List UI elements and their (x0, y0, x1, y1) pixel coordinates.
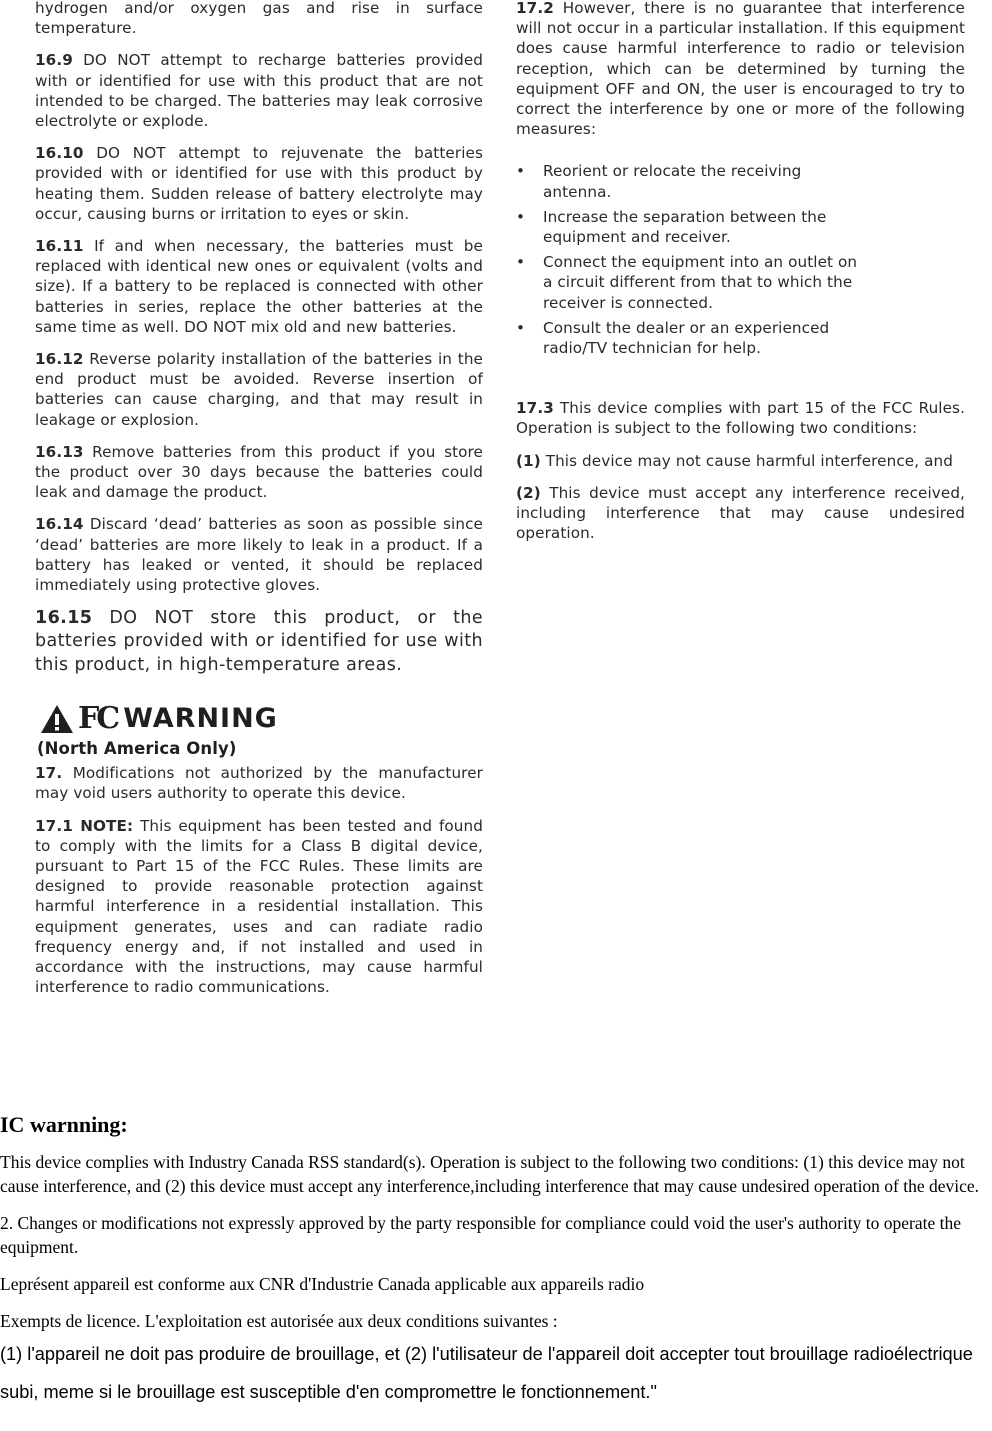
condition-number: (2) (516, 483, 541, 502)
left-column (35, 0, 483, 1009)
section-number: 16.12 (35, 350, 84, 369)
fcc-logo: FC (78, 700, 118, 736)
measures-list (516, 161, 965, 358)
paragraph-17 (35, 763, 483, 803)
paragraph-16-10 (35, 143, 483, 224)
ic-paragraph-4: Exempts de licence. L'exploitation est autorisée aux deux conditions suivantes : (0, 1311, 558, 1331)
paragraph-16-9 (35, 50, 483, 131)
warning-region: (North America Only) (37, 738, 237, 758)
section-number: 16.13 (35, 442, 84, 461)
list-item-text: Increase the separation between the equipment and receiver. (543, 207, 827, 247)
paragraph-16-12 (35, 349, 483, 430)
list-item: • Reorient or relocate the receiving antenna. (516, 162, 802, 201)
section-number: 16.9 (35, 51, 73, 70)
section-number: 16.10 (35, 144, 84, 163)
section-number: 17. (35, 764, 63, 783)
paragraph-text: Remove batteries from this product if you store the product over 30 days because the batteries could leak and damage the product. (35, 442, 483, 502)
paragraph-17-1 (35, 816, 483, 998)
paragraph-text: Reverse polarity installation of the batteries in the end product must be avoided. Reverse insertion of batteries can cause charging, and that may result in leakage or explosion. (35, 350, 483, 429)
list-item-text: Consult the dealer or an experienced radio/TV technician for help. (543, 318, 830, 358)
condition-1 (516, 451, 965, 471)
list-item-text: Reorient or relocate the receiving antenna. (543, 162, 802, 201)
list-item: • Connect the equipment into an outlet on a circuit different from that to which the receiver is connected. (516, 253, 858, 312)
paragraph-text: If and when necessary, the batteries must be replaced with identical new ones or equivalent (volts and size). If a battery to be replaced is connected with other batteries in series, replace the other batteries at the same time as well. DO NOT mix old and new batteries. (35, 237, 483, 336)
paragraph-text: DO NOT attempt to recharge batteries provided with or identified for use with this product that are not intended to be charged. The batteries may leak corrosive electrolyte or explode. (35, 51, 483, 131)
right-column (516, 0, 965, 555)
list-item: • Consult the dealer or an experienced radio/TV technician for help. (516, 318, 830, 358)
warning-title: WARNING (123, 702, 278, 734)
ic-paragraph-1: This device complies with Industry Canada RSS standard(s). Operation is subject to the following two conditions: (1) this device may not cause interference, and (2) this device must accept any interference,including interference that may cause undesired operation of the device. (0, 1152, 980, 1196)
paragraph-16-13 (35, 442, 483, 503)
warning-triangle-icon (40, 704, 74, 734)
paragraph-text: However, there is no guarantee that interference will not occur in a particular installation. If this equipment does cause harmful interference to radio or television reception, which can be determined by turning the equipment OFF and ON, the user is encouraged to try to correct the interference by one or more of the following measures: (516, 0, 966, 139)
section-number: 17.3 (516, 399, 554, 418)
condition-text: This device must accept any interference received, including interference that may cause undesired operation. (516, 483, 965, 543)
list-item-text: Connect the equipment into an outlet on a circuit different from that to which the receiver is connected. (543, 253, 858, 312)
paragraph-text: DO NOT attempt to rejuvenate the batteries provided with or identified for use with this product by heating them. Sudden release of battery electrolyte may occur, causing burns or irritation to eyes or skin. (35, 144, 483, 223)
paragraph-text: Modifications not authorized by the manufacturer may void users authority to operate this device. (35, 764, 483, 803)
ic-paragraph-2: 2. Changes or modifications not expressly approved by the party responsible for compliance could void the user's authority to operate the equipment. (0, 1213, 962, 1257)
ic-paragraph-3: Leprésent appareil est conforme aux CNR d'Industrie Canada applicable aux appareils radio (0, 1274, 645, 1294)
ic-heading: IC warnning: (0, 1112, 128, 1137)
ic-warning-section (0, 1112, 992, 1411)
section-number: 17.2 (516, 0, 554, 17)
condition-2 (516, 483, 965, 544)
paragraph-16-8-tail: hydrogen and/or oxygen gas and rise in surface temperature. (35, 0, 483, 38)
paragraph-16-11 (35, 236, 483, 337)
section-number: 17.1 NOTE: (35, 816, 134, 835)
paragraph-text: This equipment has been tested and found to comply with the limits for a Class B digital device, pursuant to Part 15 of the FCC Rules. These limits are designed to provide reasonable protection against harmful interference in a residential installation. This equipment generates, uses and can radiate radio frequency energy and, if not installed and used in accordance with the instructions, may cause harmful interference to radio communications. (35, 816, 483, 997)
section-number: 16.15 (35, 608, 93, 629)
ic-paragraph-5: (1) l'appareil ne doit pas produire de brouillage, et (2) l'utilisateur de l'appareil doit accepter tout brouillage radioélectrique subi, meme si le brouillage est susceptible d'en compromettre le fonctionnement." (0, 1344, 973, 1402)
condition-text: This device may not cause harmful interference, and (545, 451, 953, 470)
paragraph-text: This device complies with part 15 of the FCC Rules. Operation is subject to the following two conditions: (516, 399, 965, 438)
condition-number: (1) (516, 451, 541, 470)
section-number: 16.11 (35, 237, 84, 256)
paragraph-16-15 (35, 607, 483, 677)
paragraph-17-3 (516, 398, 965, 438)
list-item: • Increase the separation between the equipment and receiver. (516, 207, 827, 247)
paragraph-text: Discard ‘dead’ batteries as soon as possible since ‘dead’ batteries are more likely to leak in a product. If a battery has leaked or vented, it should be replaced immediately using protective gloves. (35, 515, 483, 595)
paragraph-17-2 (516, 0, 965, 139)
paragraph-text: DO NOT store this product, or the batteries provided with or identified for use with this product, in high-temperature areas. (35, 608, 483, 675)
section-number: 16.14 (35, 515, 84, 534)
fcc-warning-header (40, 699, 483, 739)
paragraph-16-14 (35, 514, 483, 595)
